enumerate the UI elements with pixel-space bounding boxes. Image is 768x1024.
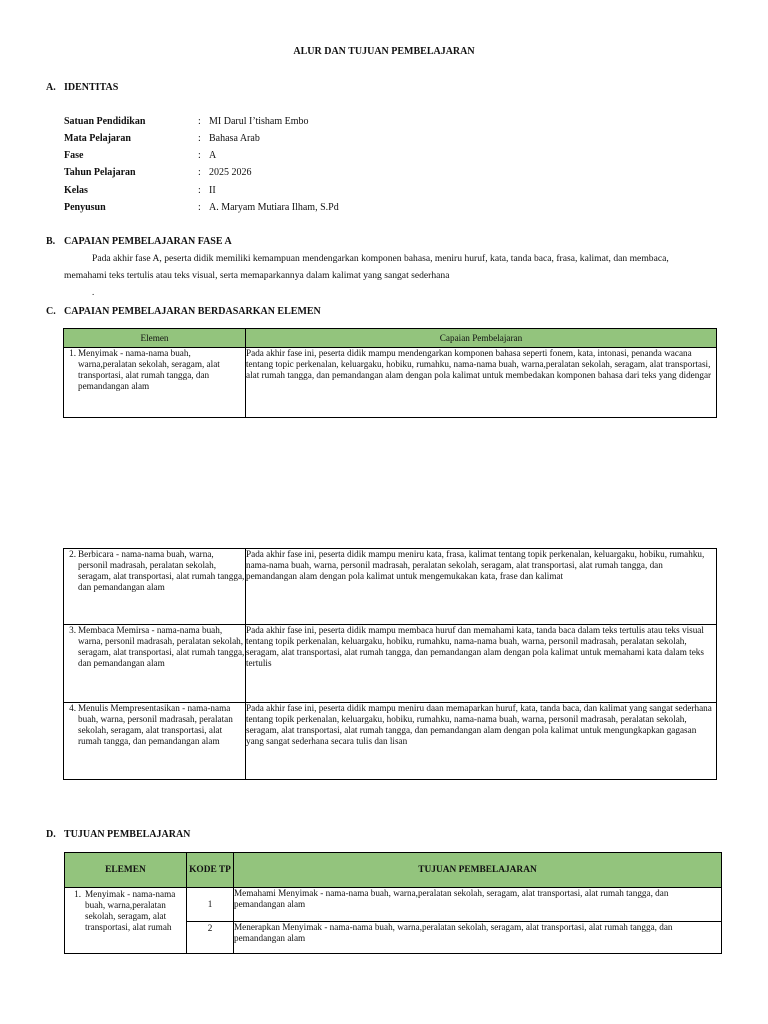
- section-a-letter: A.: [46, 82, 56, 93]
- column-header-tujuan: TUJUAN PEMBELAJARAN: [234, 853, 722, 888]
- table-row: [64, 703, 717, 780]
- table-row: [64, 625, 717, 703]
- tp-code-cell: 2: [187, 922, 234, 954]
- section-b-title: CAPAIAN PEMBELAJARAN FASE A: [64, 236, 232, 247]
- row-number: 2.: [69, 549, 76, 559]
- identity-value-kelas: II: [209, 185, 216, 196]
- identity-colon: :: [198, 116, 201, 127]
- identity-label-satuan: Satuan Pendidikan: [64, 116, 146, 127]
- identity-colon: :: [198, 202, 201, 213]
- identity-label-penyusun: Penyusun: [64, 202, 106, 213]
- identity-label-mapel: Mata Pelajaran: [64, 133, 131, 144]
- table-row: [65, 888, 722, 922]
- table-row: [64, 348, 717, 418]
- elemen-cell: [64, 348, 246, 418]
- cp-element-table-part-2: [63, 548, 717, 780]
- table-row: [64, 549, 717, 625]
- section-c-title: CAPAIAN PEMBELAJARAN BERDASARKAN ELEMEN: [64, 306, 321, 317]
- elemen-cell: [64, 549, 246, 625]
- tp-elemen-text: Menyimak - nama-nama buah, warna,peralatan sekolah, seragam, alat transportasi, alat rumah: [85, 889, 176, 932]
- identity-label-kelas: Kelas: [64, 185, 88, 196]
- tp-text-cell: Memahami Menyimak - nama-nama buah, warna,peralatan sekolah, seragam, alat transportasi, alat rumah tangga, dan pemandangan alam: [234, 888, 722, 922]
- row-number: 1.: [69, 348, 76, 358]
- identity-value-fase: A: [209, 150, 217, 161]
- stray-dot: .: [92, 287, 95, 297]
- capaian-cell: Pada akhir fase ini, peserta didik mampu mendengarkan komponen bahasa seperti fonem, kata, intonasi, penanda wacana tentang topic perkenalan, keluargaku, hobiku, rumahku, nama-nama buah, warna,peralatan sekolah, seragam, alat transportasi, alat rumah tangga, dan pemandangan alam dengan pola kalimat untuk membedakan komponen bahasa dari teks yang didengar: [246, 348, 717, 418]
- section-c-letter: C.: [46, 306, 56, 317]
- section-b-letter: B.: [46, 236, 56, 247]
- elemen-text: Menulis Mempresentasikan - nama-nama buah, warna, personil madrasah, peralatan sekolah, seragam, alat transportasi, alat rumah tangga, dan pemandangan alam: [78, 703, 233, 746]
- elemen-cell: [64, 703, 246, 780]
- section-a-title: IDENTITAS: [64, 82, 119, 93]
- identity-value-satuan: MI Darul I’tisham Embo: [209, 116, 309, 127]
- row-number: 1.: [74, 889, 81, 899]
- tp-elemen-cell: [65, 888, 187, 954]
- identity-value-tahun: 2025 2026: [209, 167, 252, 178]
- identity-colon: :: [198, 167, 201, 178]
- tp-text-cell: Menerapkan Menyimak - nama-nama buah, warna,peralatan sekolah, seragam, alat transportasi, alat rumah tangga, dan pemandangan alam: [234, 922, 722, 954]
- cp-element-table-part-1: [63, 328, 717, 418]
- capaian-cell: Pada akhir fase ini, peserta didik mampu meniru daan memaparkan huruf, kata, tanda baca, dan kalimat yang sangat sederhana tentang topik perkenalan, keluargaku, hobiku, rumahku, nama-nama buah, warna, personil madrasah, peralatan sekolah, seragam, alat transportasi, alat rumah tangga, dan pemandangan alam dengan pola kalimat untuk mengungkapkan gagasan yang sangat sederhana secara tulis dan lisan: [246, 703, 717, 780]
- identity-colon: :: [198, 150, 201, 161]
- column-header-elemen: Elemen: [64, 329, 246, 348]
- column-header-elemen: ELEMEN: [65, 853, 187, 888]
- identity-colon: :: [198, 185, 201, 196]
- elemen-text: Membaca Memirsa - nama-nama buah, warna, personil madrasah, peralatan sekolah, seragam, alat transportasi, alat rumah tangga, dan pemandangan alam: [78, 625, 245, 668]
- elemen-cell: [64, 625, 246, 703]
- cp-fase-line-2: memahami teks tertulis atau teks visual, serta memaparkannya dalam kalimat yang sangat sederhana: [64, 270, 450, 281]
- identity-colon: :: [198, 133, 201, 144]
- elemen-text: Berbicara - nama-nama buah, warna, personil madrasah, peralatan sekolah, seragam, alat transportasi, alat rumah tangga, dan pemandangan alam: [78, 549, 245, 592]
- section-d-letter: D.: [46, 829, 56, 840]
- document-title: ALUR DAN TUJUAN PEMBELAJARAN: [293, 46, 475, 57]
- identity-value-penyusun: A. Maryam Mutiara Ilham, S.Pd: [209, 202, 339, 213]
- column-header-kode-tp: KODE TP: [187, 853, 234, 888]
- elemen-text: Menyimak - nama-nama buah, warna,peralatan sekolah, seragam, alat transportasi, alat rumah tangga, dan pemandangan alam: [78, 348, 220, 391]
- tp-table: [64, 852, 722, 954]
- column-header-capaian: Capaian Pembelajaran: [246, 329, 717, 348]
- capaian-cell: Pada akhir fase ini, peserta didik mampu membaca huruf dan memahami kata, tanda baca dalam teks tertulis atau teks visual tentang topik perkenalan, keluargaku, hobiku, rumahku, nama-nama buah, warna, personil madrasah, peralatan sekolah, seragam, alat transportasi, alat rumah tangga, dan pemandangan alam dengan pola kalimat untuk memahami kata dalam teks tertulis: [246, 625, 717, 703]
- row-number: 4.: [69, 703, 76, 713]
- row-number: 3.: [69, 625, 76, 635]
- capaian-cell: Pada akhir fase ini, peserta didik mampu meniru kata, frasa, kalimat tentang topik perkenalan, keluargaku, hobiku, rumahku, nama-nama buah, warna, personil madrasah, peralatan sekolah, seragam, alat transportasi, alat rumah tangga, dan pemandangan alam dengan pola kalimat untuk mengemukakan kata, frase dan kalimat: [246, 549, 717, 625]
- section-d-title: TUJUAN PEMBELAJARAN: [64, 829, 191, 840]
- identity-label-fase: Fase: [64, 150, 84, 161]
- tp-code-cell: 1: [187, 888, 234, 922]
- identity-value-mapel: Bahasa Arab: [209, 133, 260, 144]
- identity-label-tahun: Tahun Pelajaran: [64, 167, 136, 178]
- cp-fase-line-1: Pada akhir fase A, peserta didik memiliki kemampuan mendengarkan komponen bahasa, meniru huruf, kata, tanda baca, frasa, kalimat, dan membaca,: [92, 253, 669, 264]
